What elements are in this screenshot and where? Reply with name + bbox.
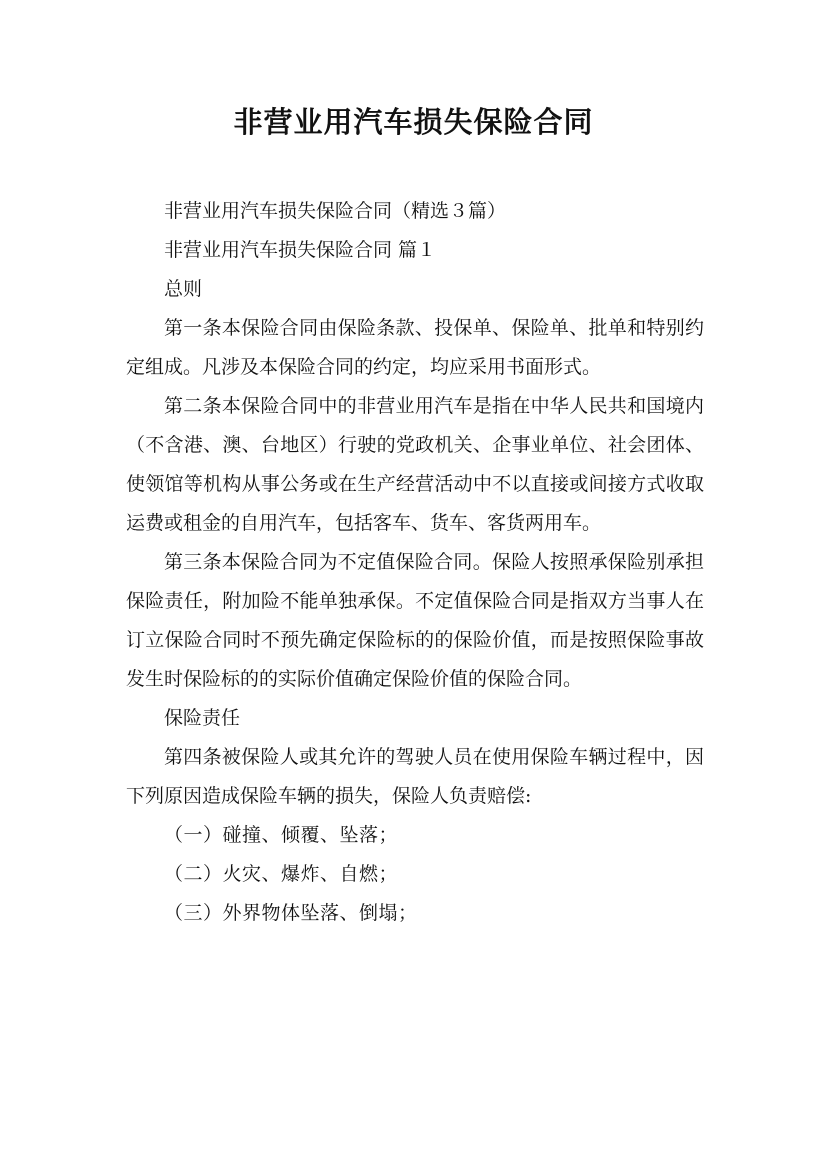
paragraph-article-3: 第三条本保险合同为不定值保险合同。保险人按照承保险别承担保险责任，附加险不能单独承保。不定值保险合同是指双方当事人在订立保险合同时不预先确定保险标的的保险价值，而是按照保险事故发生时保险标的的实际价值确定保险价值的保险合同。 xyxy=(126,551,704,690)
document-body xyxy=(126,192,704,933)
paragraph-article-4: 第四条被保险人或其允许的驾驶人员在使用保险车辆过程中，因下列原因造成保险车辆的损失，保险人负责赔偿: xyxy=(126,746,704,807)
heading-general-provisions: 总则 xyxy=(164,278,203,300)
paragraph-subtitle: 非营业用汽车损失保险合同（精选３篇） xyxy=(164,200,507,222)
list-item-fire: （二）火灾、爆炸、自燃； xyxy=(164,863,399,885)
list-item-falling-objects: （三）外界物体坠落、倒塌； xyxy=(164,902,418,924)
paragraph-article-2: 第二条本保险合同中的非营业用汽车是指在中华人民共和国境内（不含港、澳、台地区）行驶的党政机关、企事业单位、社会团体、使领馆等机构从事公务或在生产经营活动中不以直接或间接方式收取运费或租金的自用汽车，包括客车、货车、客货两用车。 xyxy=(126,395,704,534)
paragraph-section-label: 非营业用汽车损失保险合同 篇１ xyxy=(164,239,437,261)
paragraph-article-1: 第一条本保险合同由保险条款、投保单、保险单、批单和特别约定组成。凡涉及本保险合同的约定，均应采用书面形式。 xyxy=(126,317,704,378)
heading-insurance-liability: 保险责任 xyxy=(164,707,241,729)
list-item-collision: （一）碰撞、倾覆、坠落； xyxy=(164,824,399,846)
document-title: 非营业用汽车损失保险合同 xyxy=(233,105,594,139)
